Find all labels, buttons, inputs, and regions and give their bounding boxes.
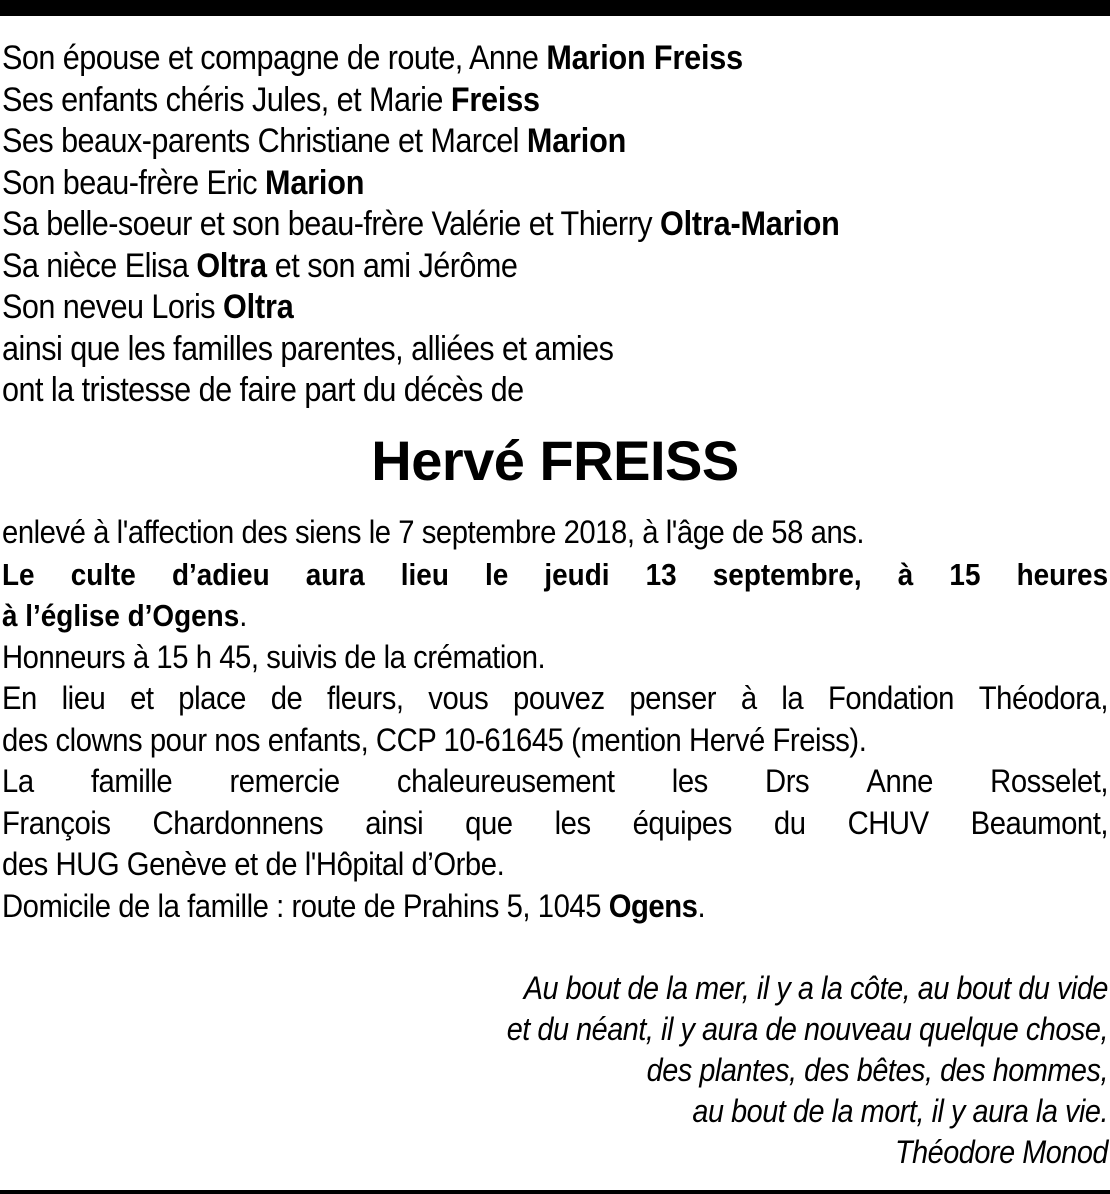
word: les bbox=[554, 804, 591, 841]
family-line: Ses beaux-parents Christiane et Marcel Marion bbox=[2, 122, 627, 160]
ceremony-line bbox=[2, 554, 1109, 596]
word: 13 bbox=[645, 556, 677, 592]
word: place bbox=[178, 680, 246, 716]
word: septembre, bbox=[712, 556, 862, 592]
word: Beaumont, bbox=[970, 804, 1109, 841]
word: lieu bbox=[400, 556, 449, 592]
ceremony-location-line: à l’église d’Ogens. bbox=[2, 597, 247, 633]
word: que bbox=[465, 804, 513, 841]
quote-line: des plantes, des bêtes, des hommes, bbox=[646, 1052, 1108, 1088]
word: Anne bbox=[866, 763, 933, 799]
family-announcement bbox=[2, 38, 1102, 412]
word: heures bbox=[1016, 556, 1109, 592]
obituary-details bbox=[2, 512, 1108, 927]
quote-line: au bout de la mort, il y aura la vie. bbox=[692, 1093, 1108, 1129]
bottom-border-rule bbox=[0, 1190, 1110, 1194]
word: culte bbox=[70, 556, 136, 592]
word: La bbox=[2, 763, 34, 799]
word: pouvez bbox=[513, 680, 605, 716]
word: Drs bbox=[765, 763, 810, 799]
thanks-line bbox=[2, 761, 1109, 803]
closing-quote bbox=[208, 968, 1108, 1173]
word: la bbox=[781, 680, 804, 716]
flowers-line-words bbox=[2, 678, 1108, 720]
quote-author: Théodore Monod bbox=[894, 1134, 1108, 1170]
family-line: ainsi que les familles parentes, alliées et amies bbox=[2, 329, 614, 368]
word: le bbox=[484, 556, 509, 592]
ceremony-line-words bbox=[2, 554, 1108, 596]
top-border-rule bbox=[0, 0, 1110, 16]
word: et bbox=[130, 680, 154, 716]
word: Le bbox=[2, 556, 35, 592]
word: Chardonnens bbox=[152, 804, 324, 841]
word: ainsi bbox=[365, 804, 424, 841]
death-line: enlevé à l'affection des siens le 7 septembre 2018, à l'âge de 58 ans. bbox=[2, 514, 865, 550]
word: Fondation bbox=[827, 680, 955, 716]
word: chaleureusement bbox=[396, 763, 615, 799]
quote-line: et du néant, il y aura de nouveau quelque chose, bbox=[506, 1011, 1108, 1047]
family-line: Ses enfants chéris Jules, et Marie Freiss bbox=[2, 80, 540, 119]
word: équipes bbox=[632, 804, 732, 841]
word: Théodora, bbox=[978, 680, 1109, 716]
word: fleurs, bbox=[327, 680, 404, 716]
word: 15 bbox=[949, 556, 981, 592]
thanks-line-3: des HUG Genève et de l'Hôpital d’Orbe. bbox=[2, 846, 505, 882]
word: CHUV bbox=[847, 804, 929, 841]
flowers-line-2: des clowns pour nos enfants, CCP 10-61645 (mention Hervé Freiss). bbox=[2, 721, 867, 758]
word: du bbox=[773, 804, 806, 841]
word: famille bbox=[90, 763, 173, 799]
family-line: Sa nièce Elisa Oltra et son ami Jérôme bbox=[2, 246, 518, 285]
family-line: Son neveu Loris Oltra bbox=[2, 288, 294, 326]
word: remercie bbox=[229, 763, 340, 799]
family-line: Son beau-frère Eric Marion bbox=[2, 163, 365, 202]
thanks-line-words bbox=[2, 761, 1108, 803]
word: à bbox=[740, 680, 757, 716]
quote-line: Au bout de la mer, il y a la côte, au bout du vide bbox=[523, 970, 1108, 1006]
word: penser bbox=[629, 680, 717, 716]
word: les bbox=[671, 763, 708, 799]
word: vous bbox=[428, 680, 489, 716]
word: En bbox=[2, 680, 37, 716]
family-line: Sa belle-soeur et son beau-frère Valérie et Thierry Oltra-Marion bbox=[2, 205, 840, 243]
deceased-name: Hervé FREISS bbox=[371, 429, 739, 492]
thanks-line-2-words bbox=[2, 803, 1108, 845]
word: jeudi bbox=[544, 556, 610, 592]
word: d’adieu bbox=[171, 556, 270, 592]
honours-line: Honneurs à 15 h 45, suivis de la crémation. bbox=[2, 638, 546, 675]
word: François bbox=[2, 804, 111, 841]
domicile-line: Domicile de la famille : route de Prahins 5, 1045 Ogens. bbox=[2, 887, 706, 924]
word: Rosselet, bbox=[990, 763, 1109, 799]
thanks-line-2 bbox=[2, 803, 1109, 845]
flowers-line bbox=[2, 678, 1109, 720]
family-line: ont la tristesse de faire part du décès de bbox=[2, 371, 524, 409]
word: de bbox=[270, 680, 303, 716]
word: à bbox=[897, 556, 914, 592]
family-line: Son épouse et compagne de route, Anne Marion Freiss bbox=[2, 39, 743, 77]
word: lieu bbox=[61, 680, 106, 716]
word: aura bbox=[305, 556, 365, 592]
